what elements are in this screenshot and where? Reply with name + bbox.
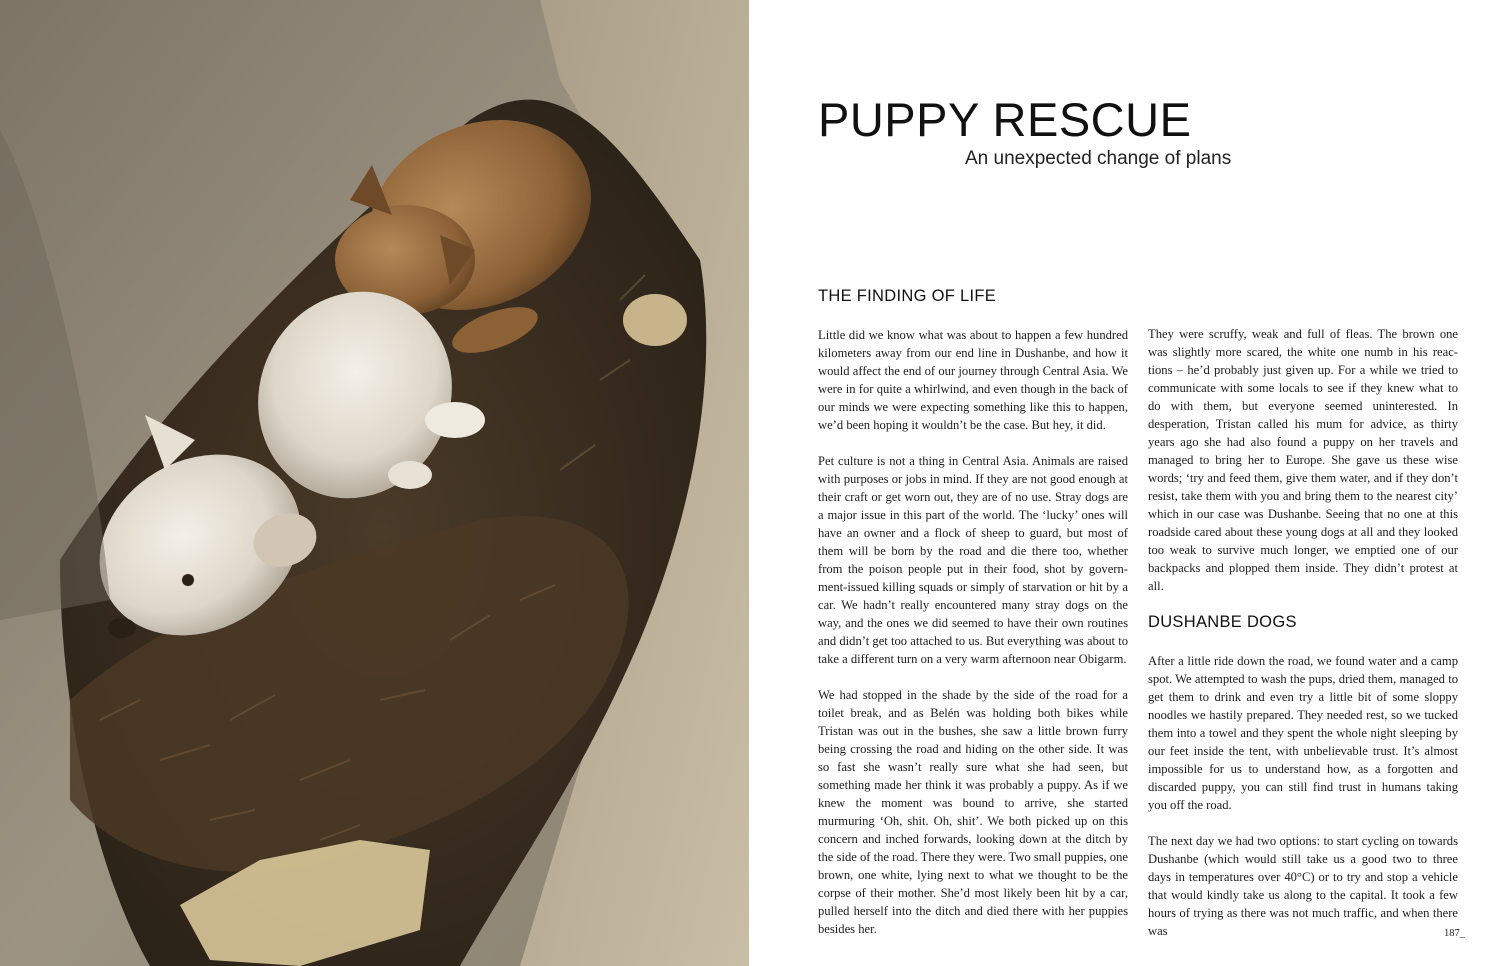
paragraph: We had stopped in the shade by the side of the road for a toilet break, and as Belén was holding both bikes while Tristan was out in the bushes, she saw a little brown furry being crossing the road and hiding on the other side. It was so fast she wasn’t really sure what she had seen, but something made her think it was probably a puppy. As if we knew the moment was bound to arrive, she started murmuring ‘Oh, shit. Oh, shit’. We both picked up on this concern and inched forwards, looking down at the ditch by the side of the road. There they were. Two small puppies, one brown, one white, lying next to what we thought to be the corpse of their mother. She’d most likely been hit by a car, pulled herself into the ditch and died there with her puppies besides her. (818, 688, 1128, 936)
page-number: 187_ (1444, 928, 1465, 939)
paragraph: After a little ride down the road, we found water and a camp spot. We attempted to wash the pups, dried them, managed to get them to drink and even try a little bit of some sloppy noodles we hastily prepared. They needed rest, so we tucked them into a towel and they spent the whole night sleeping by our feet inside the tent, with unbelievable trust. It’s almost impossible for us to understand how, as a forgotten and discarded puppy, you can still find trust in humans taking you off the road. (1148, 654, 1458, 812)
paragraph: Little did we know what was about to happen a few hundred kilometers away from our end line in Dushanbe, and how it would affect the end of our journey through Central Asia. We were in for quite a whirlwind, and even though in the back of our minds we were expecting something like this to happen, we’d been hoping it wouldn’t be the case. But hey, it did. (818, 328, 1128, 432)
article-subtitle: An unexpected change of plans (965, 148, 1232, 169)
white-puppy-eye (182, 574, 194, 586)
section-heading-finding-of-life: THE FINDING OF LIFE (818, 287, 997, 305)
white-puppy-paw-2 (388, 461, 432, 489)
white-puppy-nose (108, 618, 136, 638)
text-column-right (1148, 325, 1458, 958)
article-photo (0, 0, 749, 966)
text-column-left (818, 287, 1128, 956)
article-title: PUPPY RESCUE (818, 93, 1192, 146)
paragraph: The next day we had two options: to start cycling on towards Dushanbe (which would still take us a good two to three days in temperatures over 40°C) or to try and stop a vehicle that would kindly take us along to the capital. It took a few hours of trying as there was not much traffic, and when there was (1148, 834, 1458, 938)
dried-plant (623, 294, 687, 346)
puppies-photo-illustration (0, 0, 749, 966)
paragraph: Pet culture is not a thing in Central Asia. Animals are raised with purposes or jobs in mind. If they are not good enough at their craft or get worn out, they are of no use. Stray dogs are a major issue in this part of the world. The ‘lucky’ ones will have an owner and a flock of sheep to guard, but most of them will be born by the road and die there too, whether from the poison people put in their food, shot by govern- ment-issued killing squads or simply of starvation or hit by a car. We hadn’t really encountered many stray dogs on the way, and the ones we did seemed to have their own routines and didn’t get too attached to us. But everything was about to take a different turn on a very warm afternoon near Obigarm. (818, 454, 1128, 666)
white-puppy-paw (425, 402, 485, 438)
section-heading-dushanbe-dogs: DUSHANBE DOGS (1148, 613, 1297, 631)
paragraph: They were scruffy, weak and full of fleas. The brown one was slightly more scared, the white one numb in his reac- tions – he’d probably just given up. For a while we tried to communicate with some locals to see if they knew what to do with them, but everyone seemed uninterested. In desperation, Tristan called his mum for advice, as thirty years ago she had also found a puppy on her travels and managed to bring her to Europe. She gave us these wise words; ‘try and feed them, give them water, and if they don’t resist, take them with you and bring them to the nearest city’ which in our case was Dushanbe. Seeing that no one at this roadside cared about these young dogs at all and they looked too weak to survive much longer, we emptied one of our backpacks and plopped them inside. They didn’t protest at all. (1148, 327, 1458, 593)
